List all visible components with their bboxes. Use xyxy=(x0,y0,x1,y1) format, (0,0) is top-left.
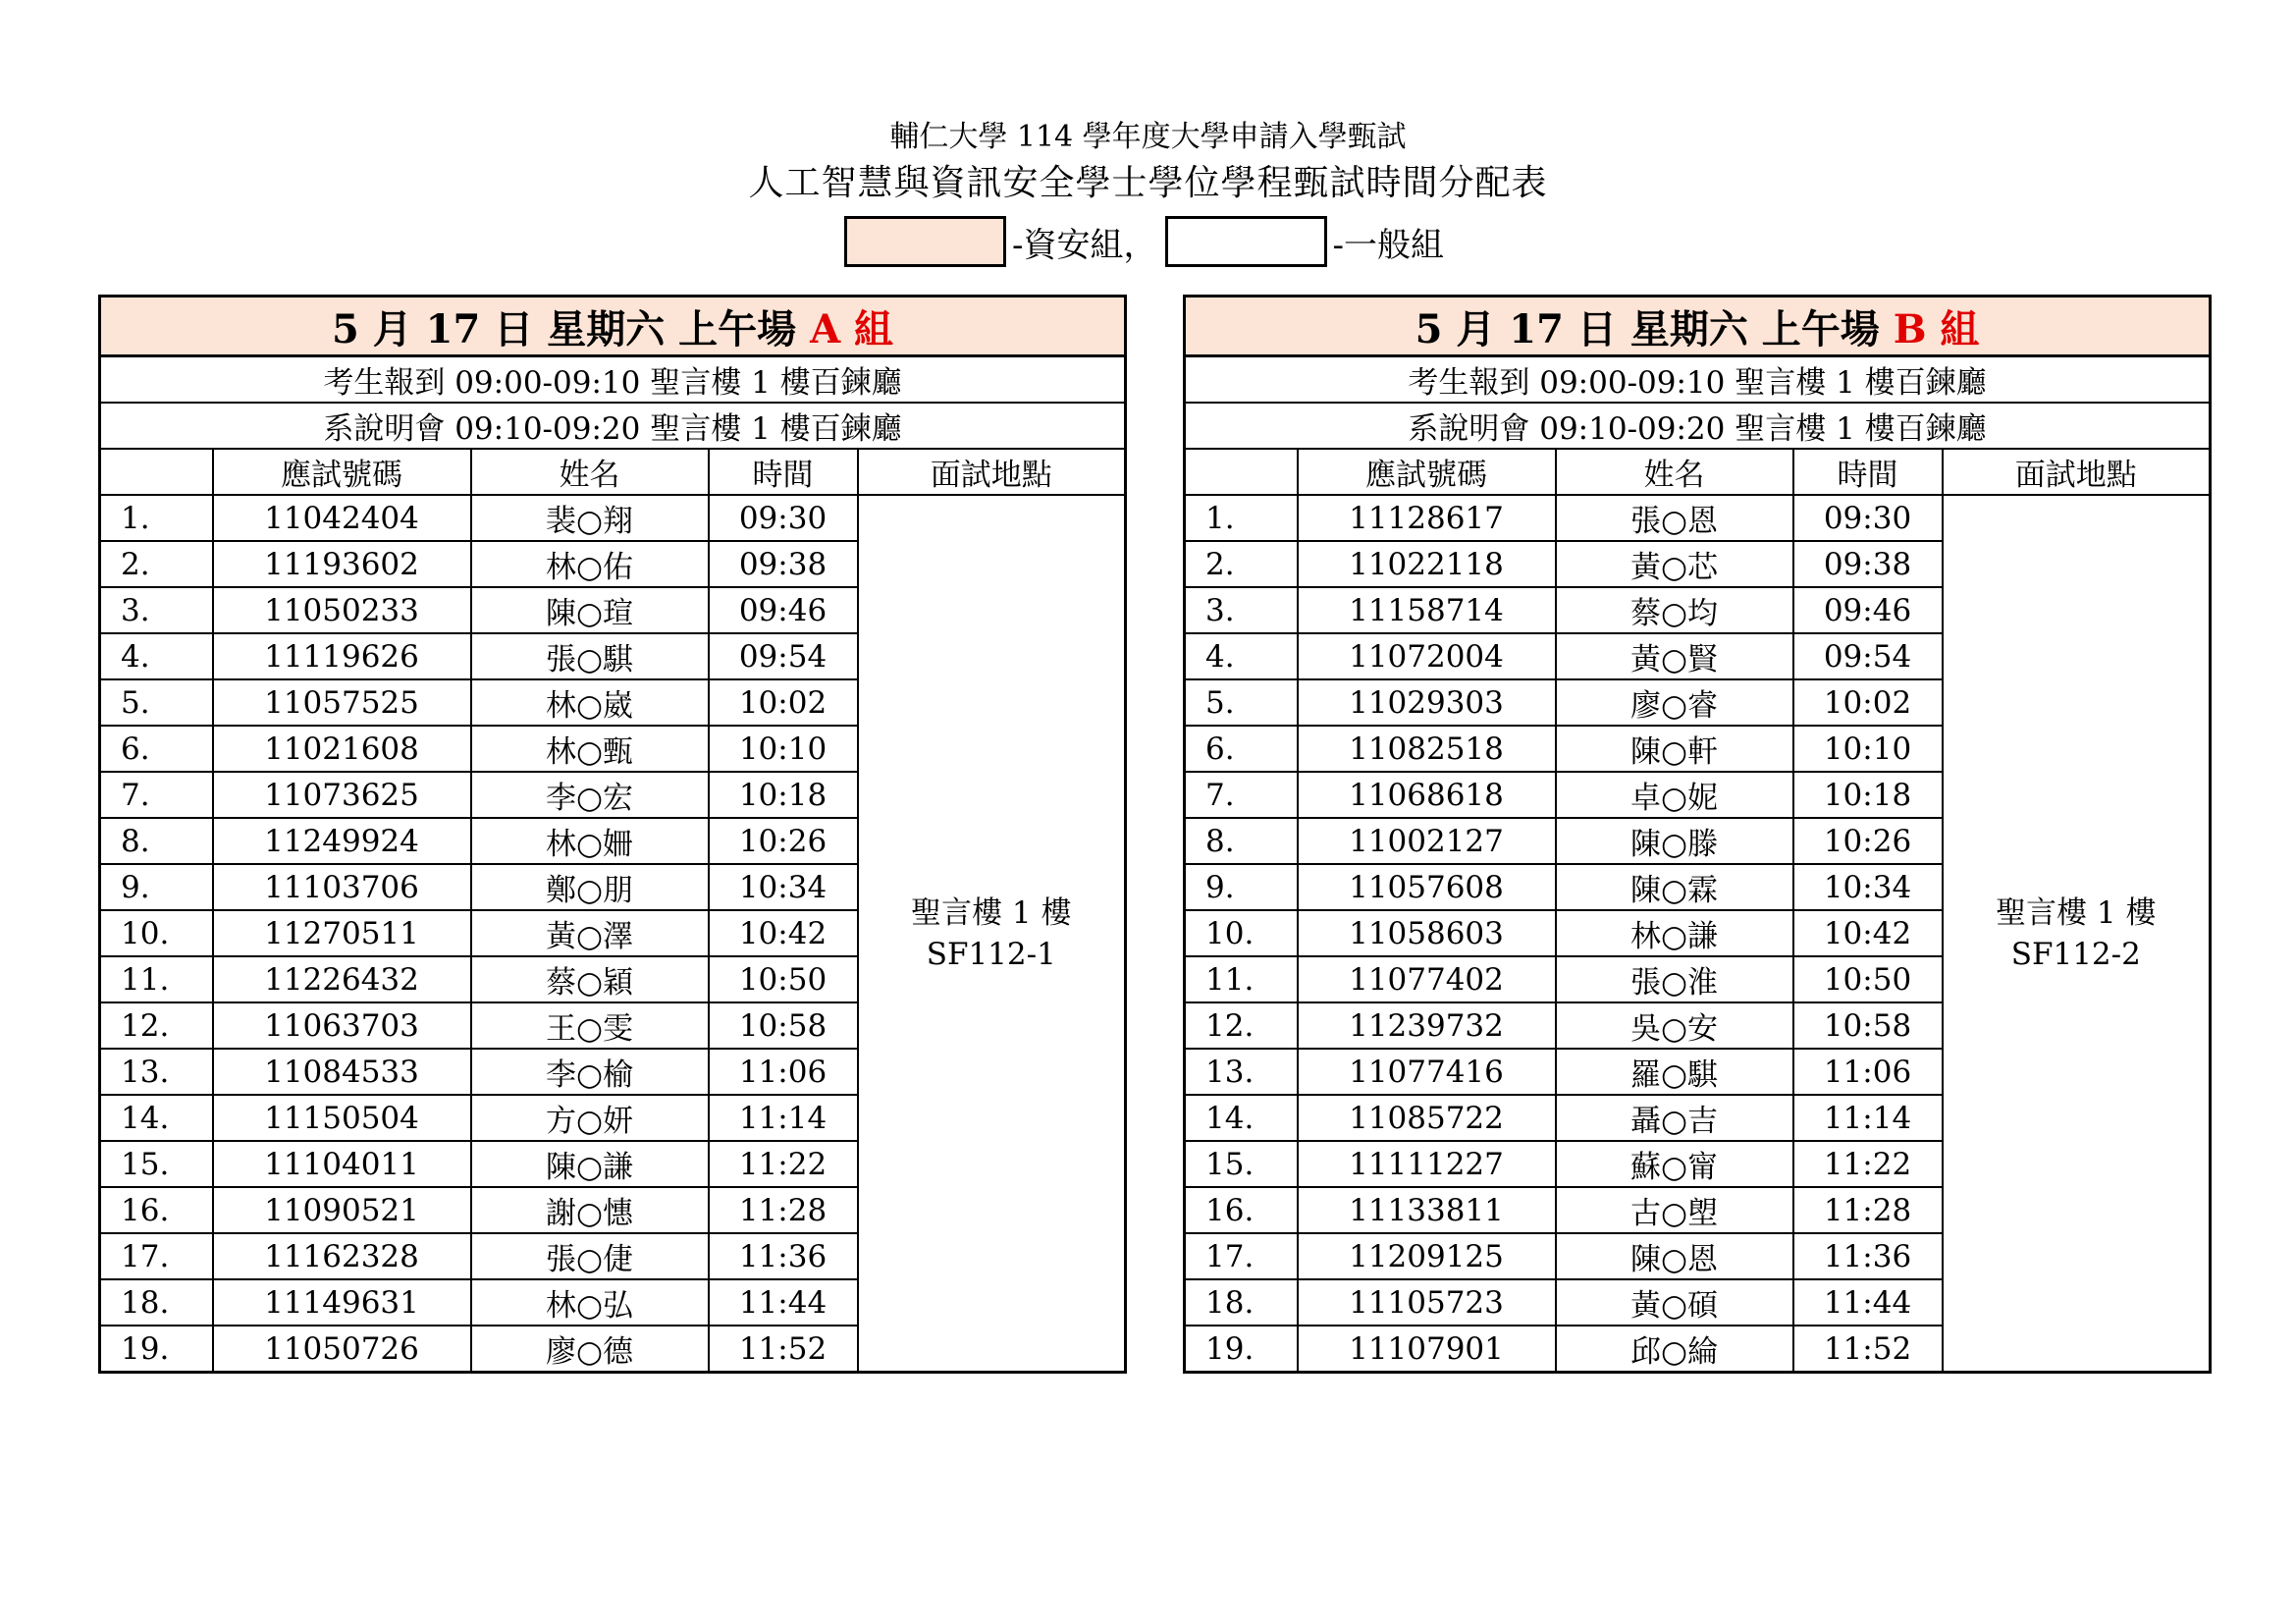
interview-location xyxy=(858,495,1126,1373)
legend-swatch-security xyxy=(844,216,1006,267)
interview-time: 11:44 xyxy=(1793,1279,1943,1326)
table-row xyxy=(1185,495,2211,541)
student-name: 廖○德 xyxy=(471,1326,709,1373)
student-name: 黃○澤 xyxy=(471,910,709,956)
column-header-name: 姓名 xyxy=(1556,449,1793,495)
interview-time: 11:22 xyxy=(1793,1141,1943,1187)
interview-time: 10:18 xyxy=(1793,772,1943,818)
exam-id: 11077416 xyxy=(1298,1049,1556,1095)
exam-id: 11249924 xyxy=(213,818,471,864)
exam-id: 11077402 xyxy=(1298,956,1556,1002)
exam-id: 11209125 xyxy=(1298,1233,1556,1279)
exam-id: 11270511 xyxy=(213,910,471,956)
exam-id: 11063703 xyxy=(213,1002,471,1049)
row-number: 15. xyxy=(100,1141,213,1187)
interview-time: 11:52 xyxy=(709,1326,858,1373)
exam-id: 11133811 xyxy=(1298,1187,1556,1233)
exam-id: 11029303 xyxy=(1298,679,1556,726)
university-exam-title: 輔仁大學 114 學年度大學申請入學甄試 xyxy=(889,120,1407,154)
row-number: 8. xyxy=(1185,818,1298,864)
interview-time: 11:52 xyxy=(1793,1326,1943,1373)
student-name: 裴○翔 xyxy=(471,495,709,541)
row-number: 10. xyxy=(1185,910,1298,956)
column-header-time: 時間 xyxy=(709,449,858,495)
interview-time: 10:02 xyxy=(709,679,858,726)
row-number: 7. xyxy=(1185,772,1298,818)
exam-id: 11105723 xyxy=(1298,1279,1556,1326)
student-name: 陳○恩 xyxy=(1556,1233,1793,1279)
student-name: 陳○瑄 xyxy=(471,587,709,633)
student-name: 林○姍 xyxy=(471,818,709,864)
student-name: 蔡○穎 xyxy=(471,956,709,1002)
row-number: 16. xyxy=(1185,1187,1298,1233)
exam-id: 11090521 xyxy=(213,1187,471,1233)
student-name: 聶○吉 xyxy=(1556,1095,1793,1141)
row-number: 1. xyxy=(100,495,213,541)
exam-id: 11128617 xyxy=(1298,495,1556,541)
row-number: 6. xyxy=(1185,726,1298,772)
row-number: 5. xyxy=(1185,679,1298,726)
student-name: 張○淮 xyxy=(1556,956,1793,1002)
interview-time: 10:34 xyxy=(709,864,858,910)
column-header-no xyxy=(100,449,213,495)
interview-time: 10:50 xyxy=(709,956,858,1002)
student-name: 黃○芯 xyxy=(1556,541,1793,587)
exam-id: 11193602 xyxy=(213,541,471,587)
row-number: 13. xyxy=(100,1049,213,1095)
interview-time: 11:14 xyxy=(709,1095,858,1141)
student-name: 張○恩 xyxy=(1556,495,1793,541)
student-name: 林○佑 xyxy=(471,541,709,587)
exam-id: 11103706 xyxy=(213,864,471,910)
interview-time: 09:30 xyxy=(709,495,858,541)
row-number: 12. xyxy=(100,1002,213,1049)
interview-time: 11:28 xyxy=(1793,1187,1943,1233)
row-number: 9. xyxy=(1185,864,1298,910)
column-header-row xyxy=(1185,449,2211,495)
student-name: 張○騏 xyxy=(471,633,709,679)
interview-time: 10:58 xyxy=(1793,1002,1943,1049)
column-header-id: 應試號碼 xyxy=(1298,449,1556,495)
exam-id: 11158714 xyxy=(1298,587,1556,633)
interview-time: 11:06 xyxy=(1793,1049,1943,1095)
interview-time: 10:26 xyxy=(1793,818,1943,864)
schedule-table-a xyxy=(98,295,1127,1374)
student-name: 林○謙 xyxy=(1556,910,1793,956)
row-number: 7. xyxy=(100,772,213,818)
student-name: 黃○碩 xyxy=(1556,1279,1793,1326)
student-name: 王○雯 xyxy=(471,1002,709,1049)
legend-label-security: -資安組， xyxy=(1012,225,1157,265)
report-time-row: 考生報到 09:00-09:10 聖言樓 1 樓百鍊廳 xyxy=(100,356,1126,404)
group-legend xyxy=(0,212,2296,271)
exam-id: 11057525 xyxy=(213,679,471,726)
student-name: 古○塱 xyxy=(1556,1187,1793,1233)
student-name: 陳○謙 xyxy=(471,1141,709,1187)
exam-id: 11002127 xyxy=(1298,818,1556,864)
row-number: 14. xyxy=(100,1095,213,1141)
exam-id: 11050726 xyxy=(213,1326,471,1373)
student-name: 林○甄 xyxy=(471,726,709,772)
column-header-location: 面試地點 xyxy=(1943,449,2211,495)
schedule-title: 人工智慧與資訊安全學士學位學程甄試時間分配表 xyxy=(748,163,1548,203)
session-date-label: 5 月 17 日 星期六 上午場 xyxy=(1415,305,1894,352)
row-number: 3. xyxy=(1185,587,1298,633)
interview-time: 09:54 xyxy=(709,633,858,679)
row-number: 11. xyxy=(1185,956,1298,1002)
interview-time: 09:38 xyxy=(709,541,858,587)
interview-time: 11:36 xyxy=(709,1233,858,1279)
exam-id: 11042404 xyxy=(213,495,471,541)
column-header-id: 應試號碼 xyxy=(213,449,471,495)
row-number: 17. xyxy=(1185,1233,1298,1279)
exam-id: 11058603 xyxy=(1298,910,1556,956)
student-name: 謝○憓 xyxy=(471,1187,709,1233)
interview-time: 10:26 xyxy=(709,818,858,864)
exam-id: 11149631 xyxy=(213,1279,471,1326)
interview-time: 10:50 xyxy=(1793,956,1943,1002)
exam-id: 11073625 xyxy=(213,772,471,818)
student-name: 吳○安 xyxy=(1556,1002,1793,1049)
document-header xyxy=(0,116,2296,271)
exam-id: 11068618 xyxy=(1298,772,1556,818)
interview-time: 11:44 xyxy=(709,1279,858,1326)
interview-time: 09:46 xyxy=(709,587,858,633)
column-header-no xyxy=(1185,449,1298,495)
student-name: 陳○滕 xyxy=(1556,818,1793,864)
student-name: 羅○騏 xyxy=(1556,1049,1793,1095)
exam-id: 11239732 xyxy=(1298,1002,1556,1049)
row-number: 18. xyxy=(1185,1279,1298,1326)
interview-time: 10:58 xyxy=(709,1002,858,1049)
interview-time: 11:36 xyxy=(1793,1233,1943,1279)
session-title xyxy=(1185,297,2211,356)
student-name: 李○宏 xyxy=(471,772,709,818)
row-number: 4. xyxy=(1185,633,1298,679)
exam-id: 11057608 xyxy=(1298,864,1556,910)
row-number: 10. xyxy=(100,910,213,956)
interview-time: 11:22 xyxy=(709,1141,858,1187)
interview-time: 10:18 xyxy=(709,772,858,818)
student-name: 張○倢 xyxy=(471,1233,709,1279)
row-number: 13. xyxy=(1185,1049,1298,1095)
interview-time: 10:42 xyxy=(709,910,858,956)
column-header-row xyxy=(100,449,1126,495)
table-row xyxy=(100,495,1126,541)
briefing-time-row: 系說明會 09:10-09:20 聖言樓 1 樓百鍊廳 xyxy=(1185,403,2211,449)
student-name: 鄭○朋 xyxy=(471,864,709,910)
column-header-time: 時間 xyxy=(1793,449,1943,495)
interview-time: 10:10 xyxy=(709,726,858,772)
location-room: SF112-2 xyxy=(2010,936,2141,972)
row-number: 12. xyxy=(1185,1002,1298,1049)
row-number: 2. xyxy=(1185,541,1298,587)
interview-time: 10:10 xyxy=(1793,726,1943,772)
exam-id: 11119626 xyxy=(213,633,471,679)
student-name: 邱○綸 xyxy=(1556,1326,1793,1373)
location-room: SF112-1 xyxy=(926,936,1056,972)
schedule-table-b xyxy=(1183,295,2212,1374)
interview-time: 09:46 xyxy=(1793,587,1943,633)
exam-id: 11107901 xyxy=(1298,1326,1556,1373)
legend-label-general: -一般組 xyxy=(1332,225,1444,265)
exam-id: 11162328 xyxy=(213,1233,471,1279)
report-time-row: 考生報到 09:00-09:10 聖言樓 1 樓百鍊廳 xyxy=(1185,356,2211,404)
interview-time: 10:02 xyxy=(1793,679,1943,726)
row-number: 14. xyxy=(1185,1095,1298,1141)
row-number: 16. xyxy=(100,1187,213,1233)
interview-time: 09:30 xyxy=(1793,495,1943,541)
exam-id: 11104011 xyxy=(213,1141,471,1187)
session-group-label: B 組 xyxy=(1893,305,1980,352)
exam-id: 11085722 xyxy=(1298,1095,1556,1141)
student-name: 方○妍 xyxy=(471,1095,709,1141)
student-name: 林○弘 xyxy=(471,1279,709,1326)
interview-location xyxy=(1943,495,2211,1373)
exam-id: 11022118 xyxy=(1298,541,1556,587)
row-number: 8. xyxy=(100,818,213,864)
student-name: 陳○霖 xyxy=(1556,864,1793,910)
interview-time: 10:42 xyxy=(1793,910,1943,956)
student-name: 蔡○均 xyxy=(1556,587,1793,633)
row-number: 5. xyxy=(100,679,213,726)
exam-id: 11150504 xyxy=(213,1095,471,1141)
row-number: 4. xyxy=(100,633,213,679)
row-number: 15. xyxy=(1185,1141,1298,1187)
student-name: 李○榆 xyxy=(471,1049,709,1095)
student-name: 蘇○甯 xyxy=(1556,1141,1793,1187)
exam-id: 11226432 xyxy=(213,956,471,1002)
interview-time: 09:54 xyxy=(1793,633,1943,679)
row-number: 19. xyxy=(1185,1326,1298,1373)
student-name: 林○崴 xyxy=(471,679,709,726)
row-number: 9. xyxy=(100,864,213,910)
exam-id: 11111227 xyxy=(1298,1141,1556,1187)
interview-time: 11:28 xyxy=(709,1187,858,1233)
row-number: 17. xyxy=(100,1233,213,1279)
exam-id: 11082518 xyxy=(1298,726,1556,772)
interview-time: 10:34 xyxy=(1793,864,1943,910)
interview-time: 09:38 xyxy=(1793,541,1943,587)
row-number: 1. xyxy=(1185,495,1298,541)
column-header-name: 姓名 xyxy=(471,449,709,495)
row-number: 3. xyxy=(100,587,213,633)
session-title xyxy=(100,297,1126,356)
interview-time: 11:06 xyxy=(709,1049,858,1095)
session-date-label: 5 月 17 日 星期六 上午場 xyxy=(332,305,811,352)
exam-id: 11021608 xyxy=(213,726,471,772)
location-building: 聖言樓 1 樓 xyxy=(911,894,1072,931)
column-header-location: 面試地點 xyxy=(858,449,1126,495)
row-number: 6. xyxy=(100,726,213,772)
student-name: 黃○賢 xyxy=(1556,633,1793,679)
location-building: 聖言樓 1 樓 xyxy=(1996,894,2157,931)
row-number: 19. xyxy=(100,1326,213,1373)
student-name: 陳○軒 xyxy=(1556,726,1793,772)
row-number: 11. xyxy=(100,956,213,1002)
row-number: 2. xyxy=(100,541,213,587)
exam-id: 11050233 xyxy=(213,587,471,633)
exam-id: 11084533 xyxy=(213,1049,471,1095)
session-group-label: A 組 xyxy=(810,305,894,352)
row-number: 18. xyxy=(100,1279,213,1326)
briefing-time-row: 系說明會 09:10-09:20 聖言樓 1 樓百鍊廳 xyxy=(100,403,1126,449)
legend-swatch-general xyxy=(1165,216,1327,267)
exam-id: 11072004 xyxy=(1298,633,1556,679)
student-name: 廖○睿 xyxy=(1556,679,1793,726)
interview-time: 11:14 xyxy=(1793,1095,1943,1141)
student-name: 卓○妮 xyxy=(1556,772,1793,818)
